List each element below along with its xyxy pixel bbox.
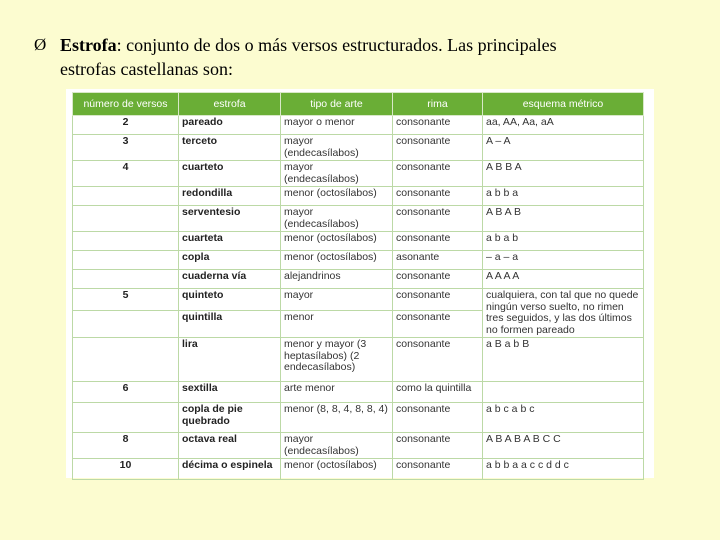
cell-num (73, 270, 179, 289)
cell-rima: como la quintilla (393, 382, 483, 403)
intro-line2: estrofas castellanas son: (60, 59, 233, 79)
cell-esquema: – a – a (483, 251, 644, 270)
cell-estrofa: lira (179, 338, 281, 382)
cell-esquema: A A A A (483, 270, 644, 289)
cell-estrofa: copla (179, 251, 281, 270)
cell-num: 8 (73, 433, 179, 459)
cell-estrofa: copla de pie quebrado (179, 403, 281, 433)
cell-num (73, 338, 179, 382)
table-row (73, 251, 644, 270)
table-row (73, 116, 644, 135)
cell-esquema: a b a b (483, 232, 644, 251)
cell-esquema: A B A B (483, 206, 644, 232)
intro-text (60, 33, 680, 81)
cell-num (73, 310, 179, 337)
cell-estrofa: cuaderna vía (179, 270, 281, 289)
table-row (73, 403, 644, 433)
cell-esquema: A B B A (483, 161, 644, 187)
table-row (73, 433, 644, 459)
cell-num (73, 187, 179, 206)
cell-arte: mayor o menor (281, 116, 393, 135)
cell-rima: consonante (393, 232, 483, 251)
table-header-row (73, 93, 644, 116)
cell-rima: consonante (393, 187, 483, 206)
cell-rima: consonante (393, 433, 483, 459)
table-row (73, 382, 644, 403)
table-row (73, 459, 644, 480)
cell-rima: consonante (393, 270, 483, 289)
cell-esquema: A B A B A B C C (483, 433, 644, 459)
table-row (73, 289, 644, 311)
table-row (73, 232, 644, 251)
header-num-versos: número de versos (73, 93, 179, 116)
cell-estrofa: serventesio (179, 206, 281, 232)
cell-arte: alejandrinos (281, 270, 393, 289)
bullet-arrow-icon: Ø (34, 35, 47, 54)
intro-term: Estrofa (60, 35, 117, 55)
cell-arte: mayor (281, 289, 393, 311)
cell-esquema: a b c a b c (483, 403, 644, 433)
cell-rima: consonante (393, 206, 483, 232)
cell-rima: consonante (393, 116, 483, 135)
cell-num (73, 251, 179, 270)
cell-num: 5 (73, 289, 179, 311)
header-tipo-arte: tipo de arte (281, 93, 393, 116)
cell-estrofa: octava real (179, 433, 281, 459)
cell-arte: menor (octosílabos) (281, 232, 393, 251)
cell-arte: mayor (endecasílabos) (281, 135, 393, 161)
cell-num (73, 232, 179, 251)
cell-esquema: A – A (483, 135, 644, 161)
cell-num: 3 (73, 135, 179, 161)
cell-num (73, 403, 179, 433)
cell-estrofa: quinteto (179, 289, 281, 311)
cell-rima: asonante (393, 251, 483, 270)
table-row (73, 338, 644, 382)
cell-estrofa: sextilla (179, 382, 281, 403)
header-rima: rima (393, 93, 483, 116)
cell-esquema: cualquiera, con tal que no quede ningún verso suelto, no rimen tres seguidos, y las dos últimos no formen pareado (483, 289, 644, 338)
cell-rima: consonante (393, 289, 483, 311)
table-row (73, 206, 644, 232)
table-row (73, 270, 644, 289)
table-row (73, 161, 644, 187)
cell-estrofa: pareado (179, 116, 281, 135)
cell-arte: arte menor (281, 382, 393, 403)
cell-arte: menor y mayor (3 heptasílabos) (2 endecasílabos) (281, 338, 393, 382)
cell-rima: consonante (393, 459, 483, 480)
cell-rima: consonante (393, 161, 483, 187)
cell-arte: mayor (endecasílabos) (281, 433, 393, 459)
cell-esquema: a b b a (483, 187, 644, 206)
cell-estrofa: décima o espinela (179, 459, 281, 480)
cell-rima: consonante (393, 135, 483, 161)
cell-esquema: a b b a a c c d d c (483, 459, 644, 480)
table-row (73, 187, 644, 206)
cell-esquema: a B a b B (483, 338, 644, 382)
cell-rima: consonante (393, 310, 483, 337)
header-esquema: esquema métrico (483, 93, 644, 116)
cell-rima: consonante (393, 338, 483, 382)
cell-estrofa: terceto (179, 135, 281, 161)
cell-arte: menor (octosílabos) (281, 251, 393, 270)
cell-estrofa: quintilla (179, 310, 281, 337)
cell-num (73, 206, 179, 232)
cell-esquema (483, 382, 644, 403)
stanza-table-image (66, 89, 654, 478)
cell-num: 4 (73, 161, 179, 187)
table-row (73, 135, 644, 161)
cell-arte: menor (8, 8, 4, 8, 8, 4) (281, 403, 393, 433)
cell-num: 10 (73, 459, 179, 480)
cell-arte: menor (octosílabos) (281, 187, 393, 206)
cell-arte: menor (octosílabos) (281, 459, 393, 480)
cell-estrofa: cuarteto (179, 161, 281, 187)
cell-num: 6 (73, 382, 179, 403)
cell-esquema: aa, AA, Aa, aA (483, 116, 644, 135)
cell-estrofa: redondilla (179, 187, 281, 206)
cell-rima: consonante (393, 403, 483, 433)
stanza-table (72, 92, 644, 480)
cell-num: 2 (73, 116, 179, 135)
header-estrofa: estrofa (179, 93, 281, 116)
intro-line1: : conjunto de dos o más versos estructurados. Las principales (116, 35, 557, 55)
cell-arte: mayor (endecasílabos) (281, 161, 393, 187)
cell-arte: mayor (endecasílabos) (281, 206, 393, 232)
cell-arte: menor (281, 310, 393, 337)
cell-estrofa: cuarteta (179, 232, 281, 251)
